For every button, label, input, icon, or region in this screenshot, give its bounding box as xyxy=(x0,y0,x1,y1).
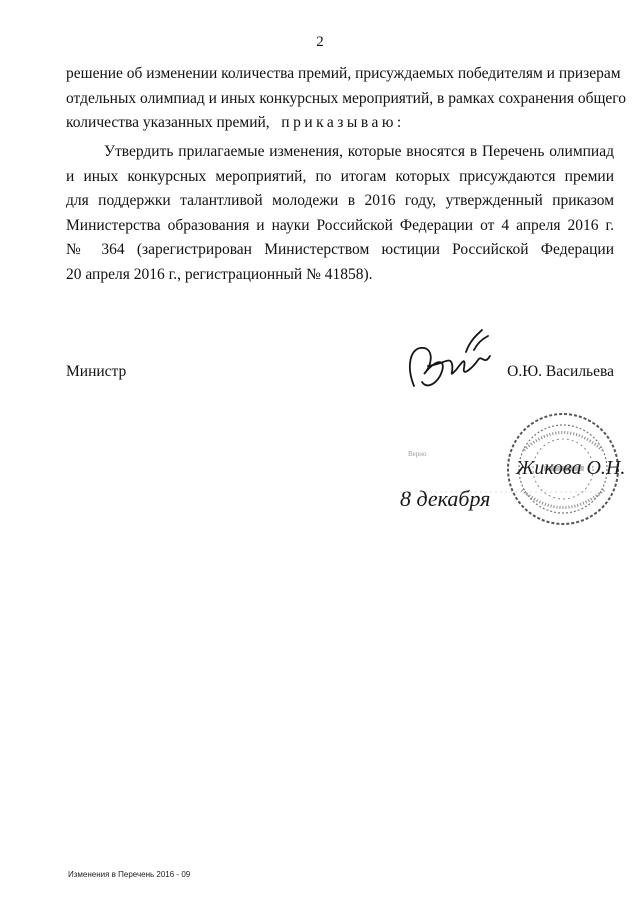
order-line-6: 20 апреля 2016 г., регистрационный № 41858). xyxy=(66,265,373,283)
intro-line-1: решение об изменении количества премий, присуждаемых победителям и призерам xyxy=(66,65,621,82)
intro-line-2: отдельных олимпиад и иных конкурсных мероприятий, в рамках сохранения общего xyxy=(66,89,627,107)
intro-paragraph xyxy=(66,62,627,136)
order-line-5: № 364 (зарегистрирован Министерством юстиции Российской Федерации xyxy=(66,241,614,258)
order-word: приказываю: xyxy=(281,114,405,131)
order-line-1: Утвердить прилагаемые изменения, которые вносятся в Перечень олимпиад xyxy=(104,143,614,160)
order-line-4: Министерства образования и науки Российской Федерации от 4 апреля 2016 г. xyxy=(66,216,614,234)
order-line-2: и иных конкурсных мероприятий, по итогам которых присуждаются премии xyxy=(66,167,614,185)
order-paragraph xyxy=(66,140,614,287)
minister-signature xyxy=(404,326,500,396)
minister-name: О.Ю. Васильева xyxy=(507,363,614,380)
svg-text:Верно: Верно xyxy=(408,450,427,458)
minister-title: Министр xyxy=(66,363,127,380)
order-line-3: для поддержки талантливой молодежи в 2016 году, утвержденный приказом xyxy=(66,192,614,209)
page-footer: Изменения в Перечень 2016 - 09 xyxy=(68,870,191,879)
svg-text:Жикова О.Н.: Жикова О.Н. xyxy=(516,457,626,479)
intro-line-3-text: количества указанных премий, xyxy=(66,114,270,131)
svg-text:8 декабря: 8 декабря xyxy=(400,486,491,511)
stamp-handwriting xyxy=(396,448,626,518)
page-number: 2 xyxy=(316,34,324,50)
verification-stamp xyxy=(396,410,626,530)
intro-line-3 xyxy=(66,111,614,136)
